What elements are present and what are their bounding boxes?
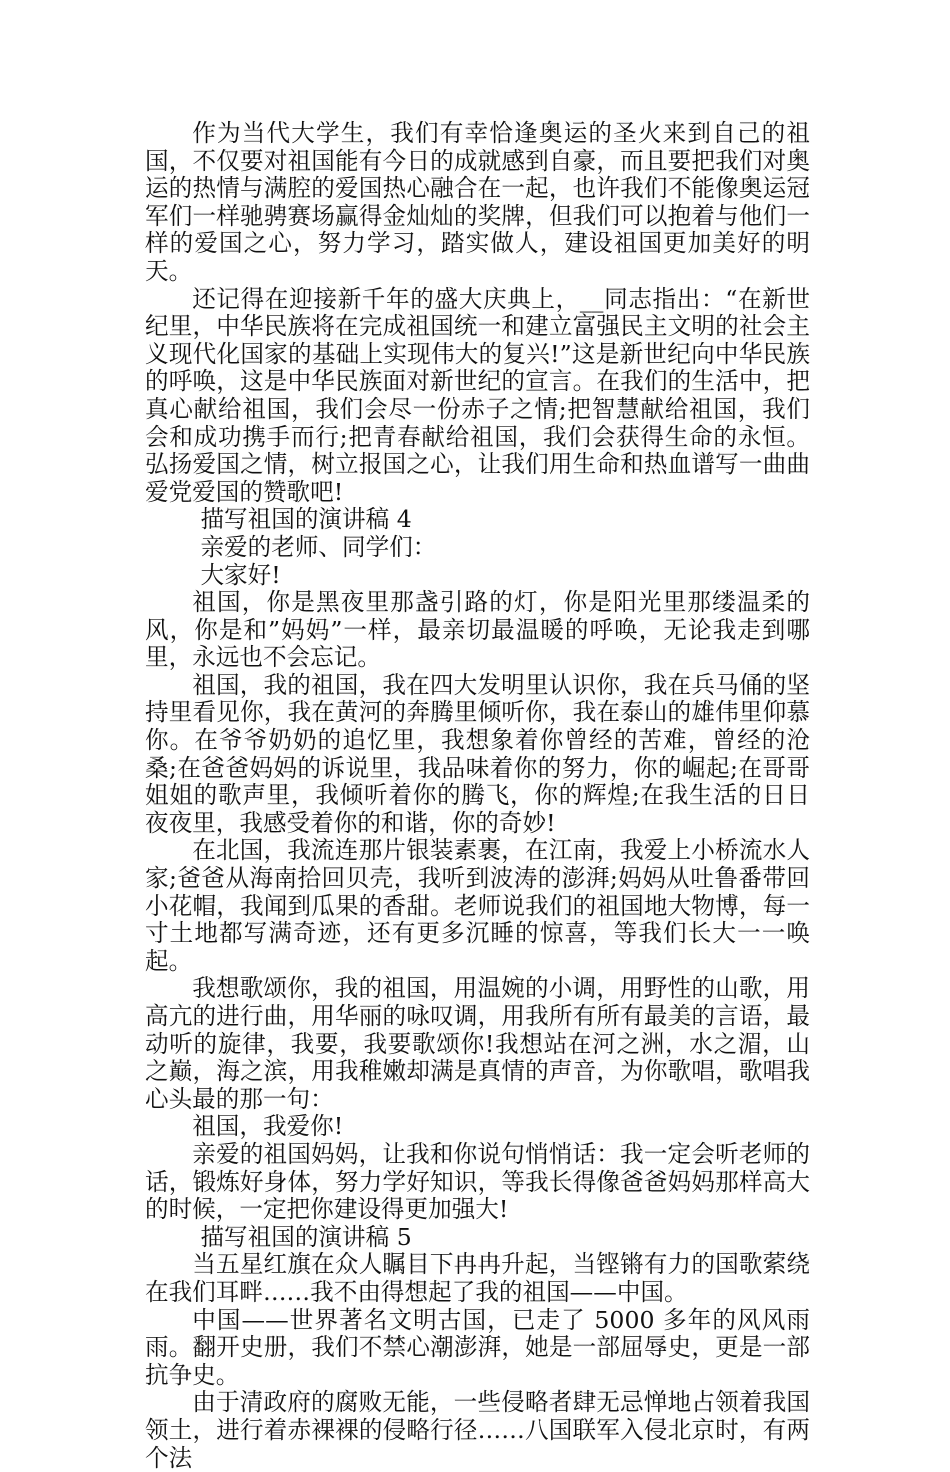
body-paragraph: 我想歌颂你，我的祖国，用温婉的小调，用野性的山歌，用高亢的进行曲，用华丽的咏叹调，用我所有所有最美的言语，最动听的旋律，我要，我要歌颂你!我想站在河之洲，水之湄，山之巅，海之滨，用我稚嫩却满是真情的声音，为你歌唱，歌唱我心头最的那一句： (145, 974, 810, 1113)
section-heading: 描写祖国的演讲稿 4 (200, 505, 412, 534)
body-paragraph: 祖国，你是黑夜里那盏引路的灯，你是阳光里那缕温柔的风，你是和”妈妈”一样，最亲切最温暖的呼唤，无论我走到哪里，永远也不会忘记。 (145, 588, 810, 672)
body-paragraph: 还记得在迎接新千年的盛大庆典上，__同志指出：“在新世纪里，中华民族将在完成祖国统一和建立富强民主文明的社会主义现代化国家的基础上实现伟大的复兴!”这是新世纪向中华民族的呼唤，这是中华民族面对新世纪的宣言。在我们的生活中，把真心献给祖国，我们会尽一份赤子之情;把智慧献给祖国，我们会和成功携手而行;把青春献给祖国，我们会获得生命的永恒。弘扬爱国之情，树立报国之心，让我们用生命和热血谱写一曲曲爱党爱国的赞歌吧! (145, 284, 810, 506)
body-paragraph: 祖国，我的祖国，我在四大发明里认识你，我在兵马俑的坚持里看见你，我在黄河的奔腾里倾听你，我在泰山的雄伟里仰慕你。在爷爷奶奶的追忆里，我想象着你曾经的苦难，曾经的沧桑;在爸爸妈妈的诉说里，我品味着你的努力，你的崛起;在哥哥姐姐的歌声里，我倾听着你的腾飞，你的辉煌;在我生活的日日夜夜里，我感受着你的和谐，你的奇妙! (145, 670, 810, 837)
body-paragraph: 亲爱的祖国妈妈，让我和你说句悄悄话：我一定会听老师的话，锻炼好身体，努力学好知识，等我长得像爸爸妈妈那样高大的时候，一定把你建设得更加强大! (145, 1139, 810, 1224)
body-paragraph: 当五星红旗在众人瞩目下冉冉升起，当铿锵有力的国歌萦绕在我们耳畔……我不由得想起了我的祖国——中国。 (145, 1250, 810, 1306)
greeting: 大家好! (200, 560, 281, 589)
body-paragraph: 中国——世界著名文明古国，已走了 5000 多年的风风雨雨。翻开史册，我们不禁心潮澎湃，她是一部屈辱史，更是一部抗争史。 (145, 1305, 810, 1389)
section-heading: 描写祖国的演讲稿 5 (200, 1222, 412, 1251)
body-paragraph: 作为当代大学生，我们有幸恰逢奥运的圣火来到自己的祖国，不仅要对祖国能有今日的成就感到自豪，而且要把我们对奥运的热情与满腔的爱国热心融合在一起，也许我们不能像奥运冠军们一样驰骋赛场赢得金灿灿的奖牌，但我们可以抱着与他们一样的爱国之心，努力学习，踏实做人，建设祖国更加美好的明天。 (145, 119, 810, 285)
salutation: 亲爱的老师、同学们： (200, 532, 437, 561)
body-paragraph: 由于清政府的腐败无能，一些侵略者肆无忌惮地占领着我国领土，进行着赤裸裸的侵略行径……八国联军入侵北京时，有两个法 (145, 1388, 810, 1472)
body-paragraph: 祖国，我爱你! (192, 1112, 344, 1141)
body-paragraph: 在北国，我流连那片银装素裹，在江南，我爱上小桥流水人家;爸爸从海南拾回贝壳，我听到波涛的澎湃;妈妈从吐鲁番带回小花帽，我闻到瓜果的香甜。老师说我们的祖国地大物博，每一寸土地都写满奇迹，还有更多沉睡的惊喜，等我们长大一一唤起。 (145, 836, 810, 975)
document-page (145, 120, 810, 1472)
